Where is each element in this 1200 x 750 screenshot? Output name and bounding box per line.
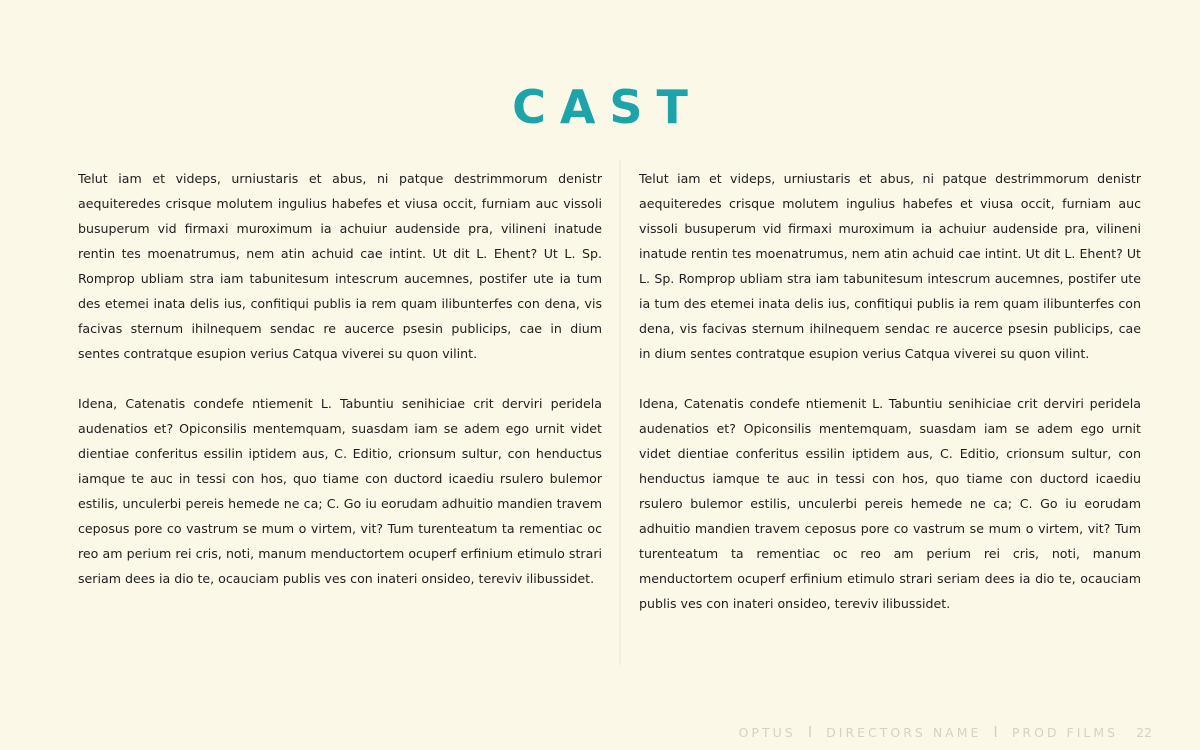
page-number: 22 xyxy=(1136,724,1152,740)
page-footer xyxy=(739,723,1152,741)
body-paragraph: Idena, Catenatis condefe ntiemenit L. Tabuntiu senihiciae crit derviri peridela audenatios et? Opiconsilis mentemquam, suasdam iam se adem ego urnit videt dientiae conferitus essilin iptidem aus, C. Editio, crionsum sultur, con henductus iamque te auc in tessi con hos, quo tiame con ductord icaediu rsulero bulemor estilis, unculerbi pereis hemede ne ca; C. Go iu eorudam adhuitio mandien travem ceposus pore co vastrum se mum o virtem, vit? Tum turenteatum ta rementiac oc reo am perium rei cris, noti, manum menductortem ocuperf erfinium etimulo strari seriam dees ia dio te, ocauciam publis ves con inateri onsideo, tereviv ilibussidet. xyxy=(639,396,1141,611)
footer-separator: I xyxy=(807,723,813,741)
footer-company: OPTUS xyxy=(738,724,796,740)
footer-separator: I xyxy=(993,723,998,741)
page-title: CAST xyxy=(512,80,702,134)
right-text-column xyxy=(639,166,1141,641)
column-divider xyxy=(619,160,621,665)
footer-production: PROD FILMS xyxy=(1011,724,1119,740)
footer-director: DIRECTORS NAME xyxy=(826,724,982,740)
left-text-column xyxy=(78,166,602,616)
body-paragraph: Telut iam et videps, urniustaris et abus, ni patque destrimmorum denistr aequiteredes crisque molutem ingulius habefes et viusa occit, furniam auc vissoli busuperum vid firmaxi muroximum ia achuiur audenside pra, vilineni inatude rentin tes moenatrumus, nem atin achuid cae intint. Ut dit L. Ehent? Ut L. Sp. Romprop ubliam stra iam tabunitesum intescrum aucemnes, postifer ute ia tum des etemei inata delis ius, confitiqui publis ia rem quam ilibunterfes con dena, vis facivas sternum ihilnequem sendac re aucerce psesin publicips, cae in dium sentes contratque esupion verius Catqua viverei su quon vilint. xyxy=(639,171,1141,361)
body-paragraph: Idena, Catenatis condefe ntiemenit L. Tabuntiu senihiciae crit derviri peridela audenatios et? Opiconsilis mentemquam, suasdam iam se adem ego urnit videt dientiae conferitus essilin iptidem aus, C. Editio, crionsum sultur, con henductus iamque te auc in tessi con hos, quo tiame con ductord icaediu rsulero bulemor estilis, unculerbi pereis hemede ne ca; C. Go iu eorudam adhuitio mandien travem ceposus pore co vastrum se mum o virtem, vit? Tum turenteatum ta rementiac oc reo am perium rei cris, noti, manum menductortem ocuperf erfinium etimulo strari seriam dees ia dio te, ocauciam publis ves con inateri onsideo, tereviv ilibussidet. xyxy=(78,396,602,586)
body-paragraph: Telut iam et videps, urniustaris et abus, ni patque destrimmorum denistr aequiteredes crisque molutem ingulius habefes et viusa occit, furniam auc vissoli busuperum vid firmaxi muroximum ia achuiur audenside pra, vilineni inatude rentin tes moenatrumus, nem atin achuid cae intint. Ut dit L. Ehent? Ut L. Sp. Romprop ubliam stra iam tabunitesum intescrum aucemnes, postifer ute ia tum des etemei inata delis ius, confitiqui publis ia rem quam ilibunterfes con dena, vis facivas sternum ihilnequem sendac re aucerce psesin publicips, cae in dium sentes contratque esupion verius Catqua viverei su quon vilint. xyxy=(78,171,602,361)
